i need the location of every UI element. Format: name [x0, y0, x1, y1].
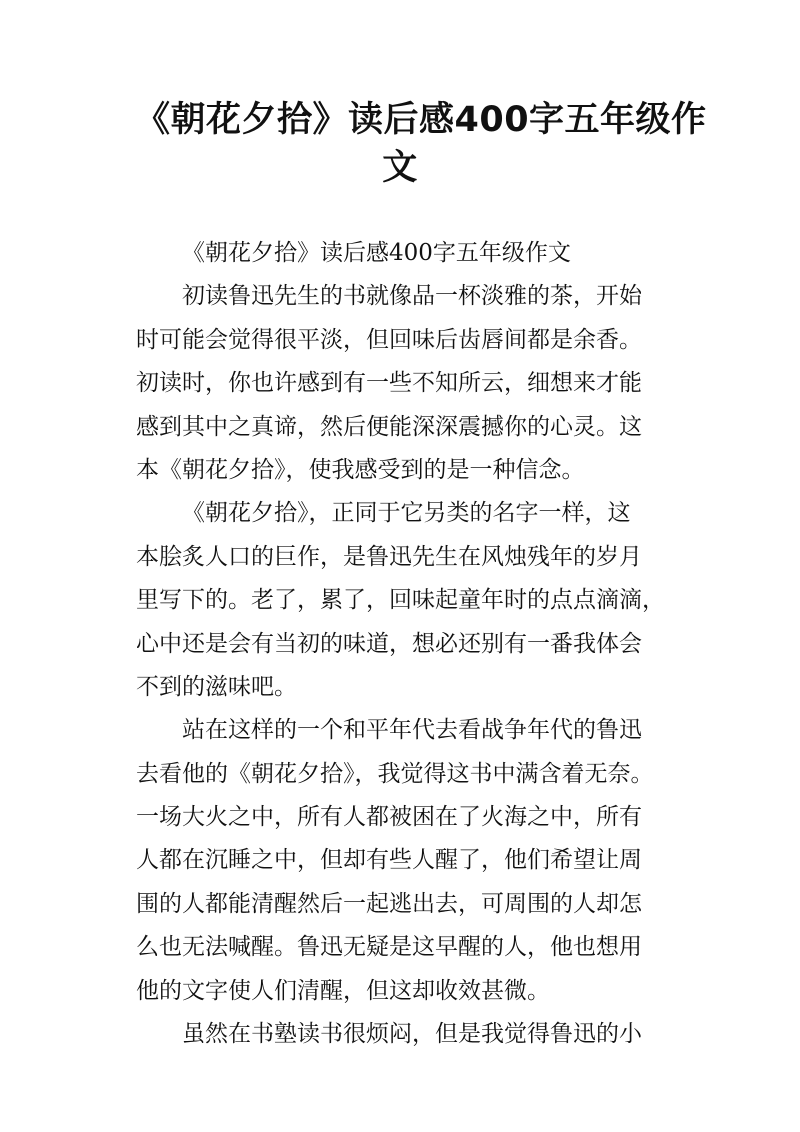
paragraph-line: 他的文字使人们清醒，但这却收效甚微。 — [136, 977, 550, 1004]
document-title — [135, 96, 707, 192]
paragraph-line: 里写下的。老了，累了，回味起童年时的点点滴滴， — [136, 587, 665, 614]
paragraph-line: 么也无法喊醒。鲁迅无疑是这早醒的人，他也想用 — [136, 934, 642, 961]
paragraph-line: 人都在沉睡之中，但却有些人醒了，他们希望让周 — [136, 847, 642, 874]
paragraph-line: 《朝花夕拾》读后感400字五年级作文 — [182, 240, 571, 266]
paragraph-2 — [136, 492, 676, 709]
paragraph-line: 感到其中之真谛，然后便能深深震撼你的心灵。这 — [136, 413, 642, 440]
paragraph-4 — [136, 1013, 676, 1056]
paragraph-line: 时可能会觉得很平淡，但回味后齿唇间都是余香。 — [136, 326, 642, 353]
paragraph-line: 站在这样的一个和平年代去看战争年代的鲁迅 — [182, 717, 642, 744]
paragraph-line: 心中还是会有当初的味道，想必还别有一番我体会 — [136, 630, 642, 657]
paragraph-line: 虽然在书塾读书很烦闷，但是我觉得鲁迅的小 — [182, 1021, 642, 1048]
document-body — [136, 232, 676, 1056]
paragraph-line: 《朝花夕拾》，正同于它另类的名字一样，这 — [182, 500, 631, 527]
paragraph-line: 不到的滋味吧。 — [136, 673, 297, 700]
paragraph-line: 围的人都能清醒然后一起逃出去，可周围的人却怎 — [136, 890, 642, 917]
paragraph-1 — [136, 275, 676, 492]
paragraph-line: 初读鲁迅先生的书就像品一杯淡雅的茶，开始 — [182, 283, 642, 310]
paragraph-line: 本脍炙人口的巨作，是鲁迅先生在风烛残年的岁月 — [136, 543, 642, 570]
paragraph-line: 去看他的《朝花夕拾》，我觉得这书中满含着无奈。 — [136, 760, 654, 787]
paragraph-line: 本《朝花夕拾》，使我感受到的是一种信念。 — [136, 456, 585, 483]
paragraph-line: 一场大火之中，所有人都被困在了火海之中，所有 — [136, 804, 642, 831]
document-title-line: 《朝花夕拾》读后感400字五年级作 — [135, 100, 707, 140]
document-title-line: 文 — [382, 148, 418, 188]
paragraph-subtitle — [136, 232, 676, 275]
paragraph-line: 初读时，你也许感到有一些不知所云，细想来才能 — [136, 370, 642, 397]
paragraph-3 — [136, 709, 676, 1013]
